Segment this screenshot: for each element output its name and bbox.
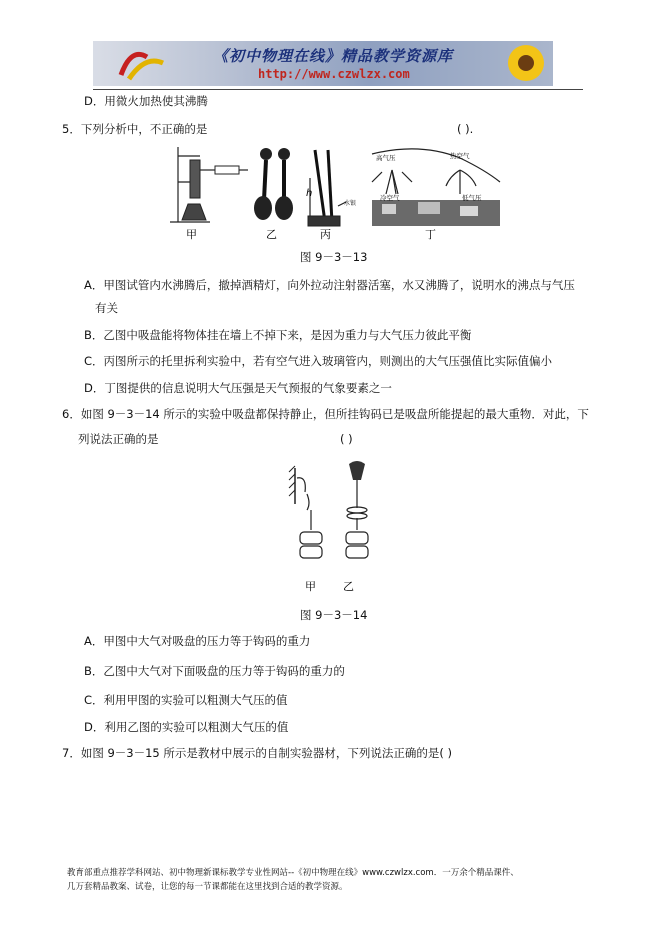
q6-option-c: C．利用甲图的实验可以粗测大气压的值 <box>84 693 288 707</box>
q5-option-b: B．乙图中吸盘能将物体挂在墙上不掉下来，是因为重力与大气压力彼此平衡 <box>84 328 472 342</box>
figure-yi-hand-suction <box>346 461 368 558</box>
q5-stem: 5．下列分析中，不正确的是 <box>62 122 208 136</box>
q7-stem: 7．如图 9－3－15 所示是教材中展示的自制实验器材，下列说法正确的是( ) <box>62 746 453 760</box>
q5-option-a-line2: 有关 <box>95 301 118 315</box>
figure-jia-wall-suction <box>289 466 322 558</box>
figure-label-jia-2: 甲 <box>305 580 316 593</box>
header-banner <box>93 41 553 86</box>
figure-text-diqiya: 低气压 <box>462 194 482 202</box>
q6-stem-line2: 列说法正确的是 <box>78 432 159 446</box>
figure-label-yi: 乙 <box>266 228 277 241</box>
banner-url[interactable]: http://www.czwlzx.com <box>258 67 410 81</box>
footer-line2: 几万套精品教案、试卷，让您的每一节课都能在这里找到合适的教学资源。 <box>67 882 348 892</box>
figure-label-ding: 丁 <box>425 228 436 241</box>
figure-text-reqiya: 热空气 <box>450 152 470 160</box>
q6-option-a: A．甲图中大气对吸盘的压力等于钩码的重力 <box>84 634 311 648</box>
figure-text-gaoqiya: 高气压 <box>376 154 396 162</box>
sunflower-icon <box>498 41 553 86</box>
q6-answer-paren: ( ) <box>340 432 353 446</box>
q6-option-b: B．乙图中大气对下面吸盘的压力等于钩码的重力的 <box>84 664 345 678</box>
q5-option-c: C．丙图所示的托里拆利实验中，若有空气进入玻璃管内，则测出的大气压强值比实际值偏小 <box>84 354 553 368</box>
figure-label-yi-2: 乙 <box>343 580 354 593</box>
figure-text-lengkongqi: 冷空气 <box>380 194 400 202</box>
figure-bing-torricelli <box>308 150 346 226</box>
q5-figure-caption: 图 9－3－13 <box>300 250 368 264</box>
figure-jia-apparatus <box>170 147 248 222</box>
figure-label-bing: 丙 <box>320 228 331 241</box>
q6-option-d: D．利用乙图的实验可以粗测大气压的值 <box>84 720 289 734</box>
figure-9-3-13 <box>160 142 505 246</box>
header-rule <box>93 89 583 90</box>
q5-answer-paren: ( ). <box>457 122 474 136</box>
site-logo-icon <box>111 45 171 83</box>
figure-yi-suction-cups <box>254 148 293 220</box>
q4-option-d: D．用微火加热使其沸腾 <box>84 94 208 108</box>
footer-line1: 教育部重点推荐学科网站、初中物理新课标教学专业性网站--《初中物理在线》www.czwlzx.com．一万余个精品课件、 <box>67 868 519 878</box>
q6-figure-caption: 图 9－3－14 <box>300 608 368 622</box>
figure-text-shuiyin: 水银 <box>344 200 357 207</box>
q6-stem-line1: 6．如图 9－3－14 所示的实验中吸盘都保持静止，但所挂钩码已是吸盘所能提起的最大重物．对此，下 <box>62 407 589 421</box>
figure-text-h: h <box>306 188 313 199</box>
banner-title: 《初中物理在线》精品教学资源库 <box>213 47 454 65</box>
q5-option-a-line1: A．甲图试管内水沸腾后，撤掉酒精灯，向外拉动注射器活塞，水又沸腾了，说明水的沸点与气压 <box>84 278 575 292</box>
q5-option-d: D．丁图提供的信息说明大气压强是天气预报的气象要素之一 <box>84 381 392 395</box>
figure-9-3-14 <box>285 458 385 596</box>
figure-label-jia: 甲 <box>186 228 197 241</box>
